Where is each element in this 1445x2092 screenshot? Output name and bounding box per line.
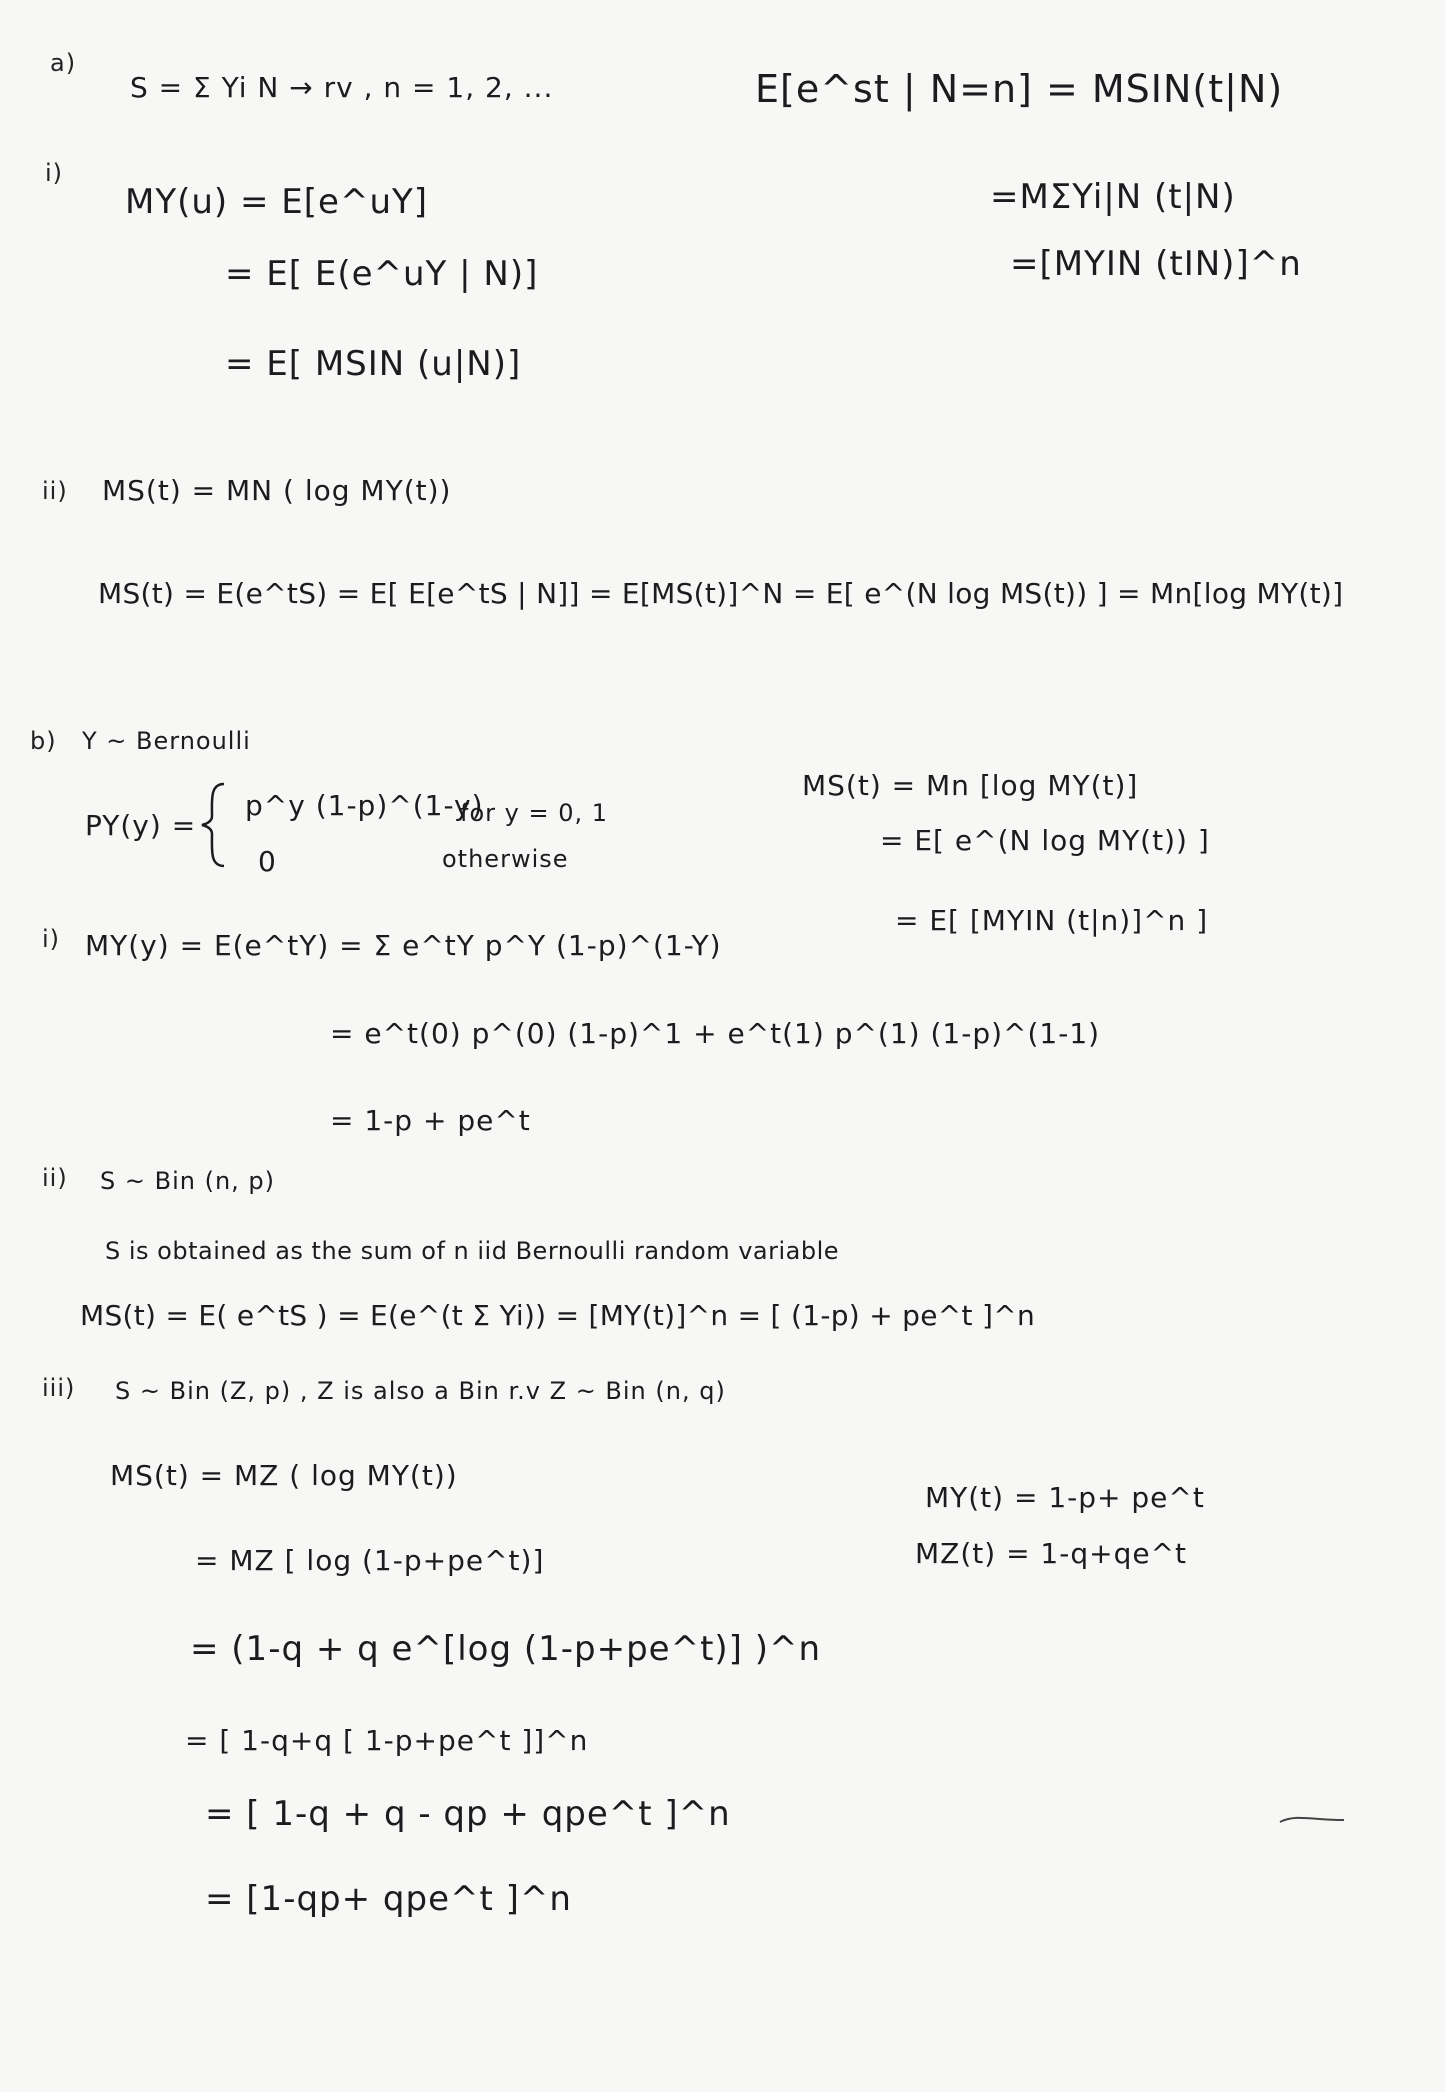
bernoulli-heading: Y ~ Bernoulli [82, 727, 251, 755]
b-iii-line1: S ~ Bin (Z, p) , Z is also a Bin r.v Z ~ Bin (n, q) [115, 1377, 726, 1405]
b-iii-line6: = [ 1-q + q - qp + qpe^t ]^n [205, 1794, 731, 1834]
sum-definition: S = Σ Yi N → rv , n = 1, 2, ... [130, 71, 554, 104]
conditional-mgf-line2: =MΣYi|N (t|N) [990, 177, 1236, 217]
b-iii-line4: = (1-q + q e^[log (1-p+pe^t)] )^n [190, 1629, 822, 1669]
conditional-mgf-line3: =[MYIN (tIN)]^n [1010, 244, 1302, 284]
b-i-line3: = 1-p + pe^t [330, 1104, 531, 1137]
b-ii-line3: MS(t) = E( e^tS ) = E(e^(t Σ Yi)) = [MY(t)]^n = [ (1-p) + pe^t ]^n [80, 1299, 1036, 1332]
a-i-line1: MY(u) = E[e^uY] [125, 182, 429, 222]
pmf-case1-condition: for y = 0, 1 [460, 799, 608, 827]
b-i-line2: = e^t(0) p^(0) (1-p)^1 + e^t(1) p^(1) (1-p)^(1-1) [330, 1017, 1101, 1050]
b-side-line3: = E[ [MYIN (t|n)]^n ] [895, 904, 1209, 937]
b-iii-line7: = [1-qp+ qpe^t ]^n [205, 1879, 572, 1919]
brace-glyph [200, 780, 230, 870]
side-mgf-y: MY(t) = 1-p+ pe^t [925, 1481, 1205, 1514]
part-a-label: a) [50, 49, 77, 77]
b-iii-line2: MS(t) = MZ ( log MY(t)) [110, 1459, 458, 1492]
pmf-case2: 0 [258, 845, 277, 878]
a-i-line3: = E[ MSIN (u|N)] [225, 344, 522, 384]
pmf-case2-condition: otherwise [442, 845, 569, 873]
a-i-line2: = E[ E(e^uY | N)] [225, 254, 539, 294]
b-iii-line5: = [ 1-q+q [ 1-p+pe^t ]]^n [185, 1724, 589, 1757]
a-ii-line1: MS(t) = MN ( log MY(t)) [102, 474, 452, 507]
part-a-i-label: i) [45, 159, 64, 187]
pmf-lhs: PY(y) = [85, 809, 197, 842]
b-ii-line1: S ~ Bin (n, p) [100, 1167, 276, 1195]
b-ii-line2: S is obtained as the sum of n iid Bernoulli random variable [105, 1237, 840, 1265]
b-side-line2: = E[ e^(N log MY(t)) ] [880, 824, 1210, 857]
a-ii-line2: MS(t) = E(e^tS) = E[ E[e^tS | N]] = E[MS(t)]^N = E[ e^(N log MS(t)) ] = Mn[log MY(t)] [98, 577, 1344, 610]
part-b-i-label: i) [42, 925, 61, 953]
b-side-line1: MS(t) = Mn [log MY(t)] [802, 769, 1139, 802]
b-iii-line3: = MZ [ log (1-p+pe^t)] [195, 1544, 545, 1577]
pen-stroke-mark [1278, 1810, 1348, 1830]
side-mgf-z: MZ(t) = 1-q+qe^t [915, 1537, 1188, 1570]
conditional-mgf-line1: E[e^st | N=n] = MSIN(t|N) [755, 67, 1284, 111]
part-b-label: b) [30, 727, 57, 755]
part-b-iii-label: iii) [42, 1374, 76, 1402]
part-a-ii-label: ii) [42, 477, 68, 505]
pmf-case1: p^y (1-p)^(1-y) [245, 789, 484, 822]
part-b-ii-label: ii) [42, 1164, 68, 1192]
b-i-line1: MY(y) = E(e^tY) = Σ e^tY p^Y (1-p)^(1-Y) [85, 929, 722, 962]
